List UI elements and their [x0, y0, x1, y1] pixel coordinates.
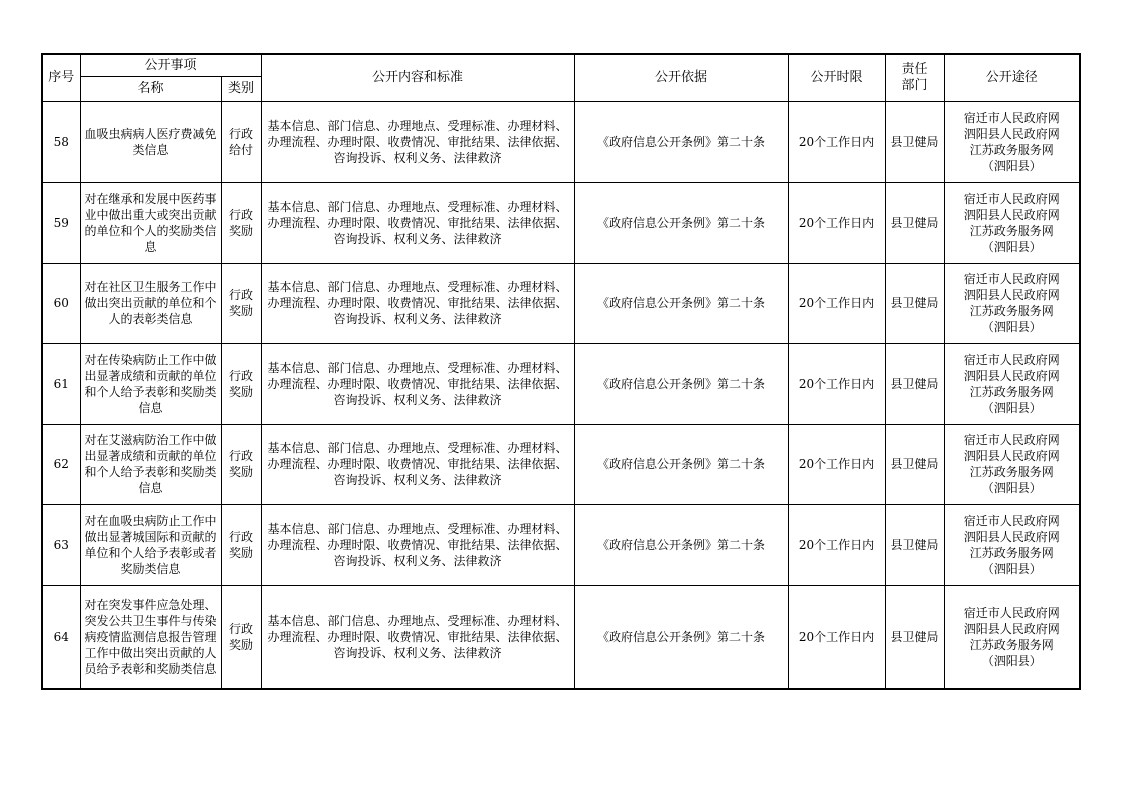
row-time-limit: 20个工作日内	[788, 343, 885, 424]
header-basis: 公开依据	[574, 54, 788, 101]
row-category: 行政给付	[221, 101, 261, 182]
row-seq: 60	[42, 263, 80, 343]
row-basis: 《政府信息公开条例》第二十条	[574, 343, 788, 424]
row-name: 对在继承和发展中医药事业中做出重大或突出贡献的单位和个人的奖励类信息	[80, 182, 221, 263]
table-row	[42, 585, 1080, 689]
row-category: 行政奖励	[221, 343, 261, 424]
row-seq: 64	[42, 585, 80, 689]
header-category: 类别	[221, 76, 261, 101]
header-content: 公开内容和标准	[261, 54, 574, 101]
header-item-group: 公开事项	[80, 54, 261, 76]
row-content: 基本信息、部门信息、办理地点、受理标准、办理材料、办理流程、办理时限、收费情况、审批结果、法律依据、咨询投诉、权利义务、法律救济	[261, 182, 574, 263]
row-name: 对在艾滋病防治工作中做出显著成绩和贡献的单位和个人给予表彰和奖励类信息	[80, 424, 221, 504]
header-dept	[885, 54, 944, 101]
row-time-limit: 20个工作日内	[788, 504, 885, 585]
row-seq: 63	[42, 504, 80, 585]
row-channel: 宿迁市人民政府网泗阳县人民政府网江苏政务服务网（泗阳县）	[944, 263, 1080, 343]
header-time-limit: 公开时限	[788, 54, 885, 101]
table-row	[42, 263, 1080, 343]
row-content: 基本信息、部门信息、办理地点、受理标准、办理材料、办理流程、办理时限、收费情况、审批结果、法律依据、咨询投诉、权利义务、法律救济	[261, 343, 574, 424]
row-channel: 宿迁市人民政府网泗阳县人民政府网江苏政务服务网（泗阳县）	[944, 101, 1080, 182]
row-dept: 县卫健局	[885, 263, 944, 343]
row-channel: 宿迁市人民政府网泗阳县人民政府网江苏政务服务网（泗阳县）	[944, 182, 1080, 263]
row-basis: 《政府信息公开条例》第二十条	[574, 504, 788, 585]
row-content: 基本信息、部门信息、办理地点、受理标准、办理材料、办理流程、办理时限、收费情况、审批结果、法律依据、咨询投诉、权利义务、法律救济	[261, 424, 574, 504]
header-dept-text: 责任部门	[901, 61, 928, 93]
table-row	[42, 101, 1080, 182]
row-content: 基本信息、部门信息、办理地点、受理标准、办理材料、办理流程、办理时限、收费情况、审批结果、法律依据、咨询投诉、权利义务、法律救济	[261, 101, 574, 182]
row-name: 对在传染病防止工作中做出显著成绩和贡献的单位和个人给予表彰和奖励类信息	[80, 343, 221, 424]
row-category: 行政奖励	[221, 182, 261, 263]
table-row	[42, 182, 1080, 263]
table-row	[42, 343, 1080, 424]
row-channel: 宿迁市人民政府网泗阳县人民政府网江苏政务服务网（泗阳县）	[944, 343, 1080, 424]
row-dept: 县卫健局	[885, 504, 944, 585]
row-content: 基本信息、部门信息、办理地点、受理标准、办理材料、办理流程、办理时限、收费情况、审批结果、法律依据、咨询投诉、权利义务、法律救济	[261, 263, 574, 343]
row-channel: 宿迁市人民政府网泗阳县人民政府网江苏政务服务网（泗阳县）	[944, 504, 1080, 585]
row-category: 行政奖励	[221, 424, 261, 504]
row-category: 行政奖励	[221, 504, 261, 585]
row-name: 对在突发事件应急处理、突发公共卫生事件与传染病疫情监测信息报告管理工作中做出突出贡献的人员给予表彰和奖励类信息	[80, 585, 221, 689]
row-time-limit: 20个工作日内	[788, 585, 885, 689]
row-channel: 宿迁市人民政府网泗阳县人民政府网江苏政务服务网（泗阳县）	[944, 585, 1080, 689]
row-dept: 县卫健局	[885, 585, 944, 689]
row-dept: 县卫健局	[885, 424, 944, 504]
disclosure-table	[41, 53, 1081, 690]
row-time-limit: 20个工作日内	[788, 182, 885, 263]
row-dept: 县卫健局	[885, 101, 944, 182]
row-name: 对在血吸虫病防止工作中做出显著城国际和贡献的单位和个人给予表彰或者奖励类信息	[80, 504, 221, 585]
row-dept: 县卫健局	[885, 182, 944, 263]
row-seq: 62	[42, 424, 80, 504]
header-seq: 序号	[42, 54, 80, 101]
table-row	[42, 504, 1080, 585]
row-time-limit: 20个工作日内	[788, 101, 885, 182]
row-seq: 58	[42, 101, 80, 182]
row-seq: 61	[42, 343, 80, 424]
row-content: 基本信息、部门信息、办理地点、受理标准、办理材料、办理流程、办理时限、收费情况、审批结果、法律依据、咨询投诉、权利义务、法律救济	[261, 585, 574, 689]
row-time-limit: 20个工作日内	[788, 424, 885, 504]
row-dept: 县卫健局	[885, 343, 944, 424]
header-channel: 公开途径	[944, 54, 1080, 101]
row-seq: 59	[42, 182, 80, 263]
header-name: 名称	[80, 76, 221, 101]
row-basis: 《政府信息公开条例》第二十条	[574, 182, 788, 263]
row-basis: 《政府信息公开条例》第二十条	[574, 101, 788, 182]
row-basis: 《政府信息公开条例》第二十条	[574, 263, 788, 343]
row-category: 行政奖励	[221, 263, 261, 343]
row-basis: 《政府信息公开条例》第二十条	[574, 585, 788, 689]
row-content: 基本信息、部门信息、办理地点、受理标准、办理材料、办理流程、办理时限、收费情况、审批结果、法律依据、咨询投诉、权利义务、法律救济	[261, 504, 574, 585]
row-name: 血吸虫病病人医疗费减免类信息	[80, 101, 221, 182]
row-time-limit: 20个工作日内	[788, 263, 885, 343]
row-channel: 宿迁市人民政府网泗阳县人民政府网江苏政务服务网（泗阳县）	[944, 424, 1080, 504]
row-name: 对在社区卫生服务工作中做出突出贡献的单位和个人的表彰类信息	[80, 263, 221, 343]
row-basis: 《政府信息公开条例》第二十条	[574, 424, 788, 504]
row-category: 行政奖励	[221, 585, 261, 689]
table-row	[42, 424, 1080, 504]
